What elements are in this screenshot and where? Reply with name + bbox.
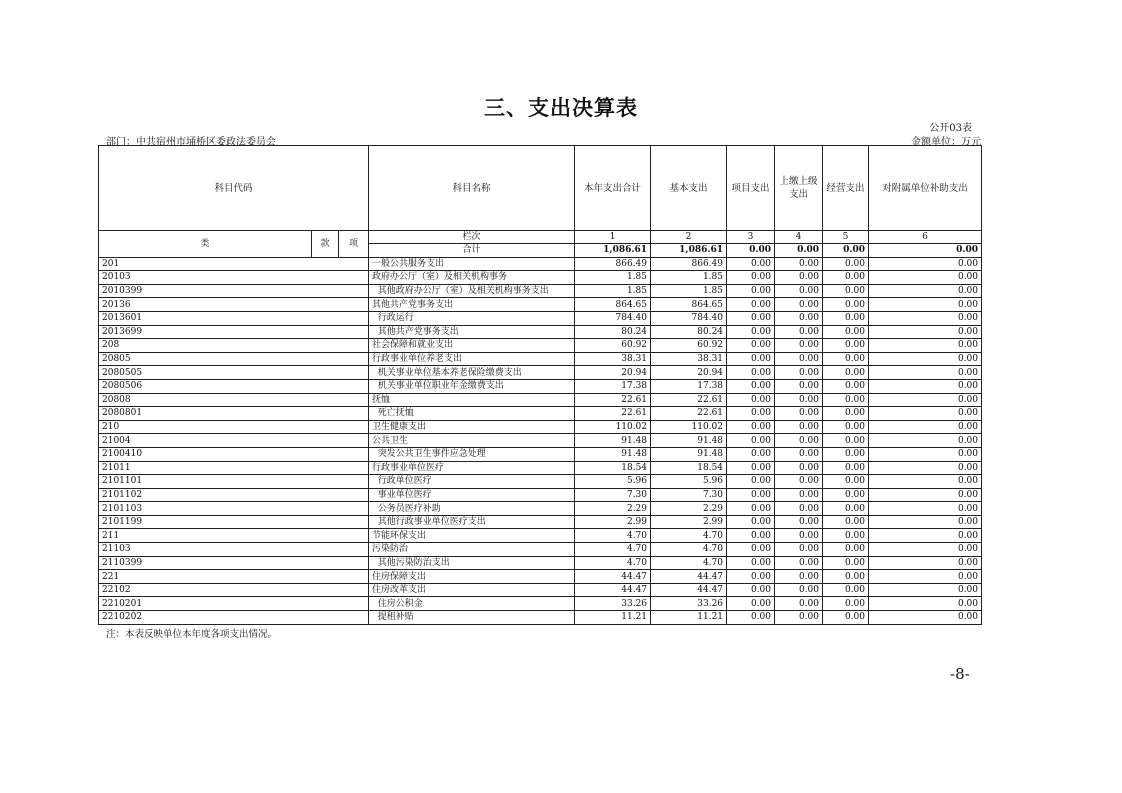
cell-basic: 5.96 <box>651 475 727 489</box>
cell-name: 住房公积金 <box>369 597 575 611</box>
cell-upper: 0.00 <box>775 434 823 448</box>
table-row <box>99 543 982 557</box>
table-row <box>99 461 982 475</box>
table-row <box>99 583 982 597</box>
cell-project: 0.00 <box>727 583 775 597</box>
cell-code: 20808 <box>99 393 369 407</box>
cell-upper: 0.00 <box>775 529 823 543</box>
total-label: 合计 <box>369 244 575 258</box>
table-row <box>99 570 982 584</box>
subheader-col4: 4 <box>775 231 823 244</box>
cell-code: 22102 <box>99 583 369 597</box>
cell-total: 1.85 <box>575 271 651 285</box>
page-number: -8- <box>950 665 970 683</box>
footnote: 注：本表反映单位本年度各项支出情况。 <box>106 629 278 640</box>
cell-subsidy: 0.00 <box>869 257 982 271</box>
cell-total: 80.24 <box>575 325 651 339</box>
cell-upper: 0.00 <box>775 611 823 625</box>
table-row <box>99 257 982 271</box>
cell-upper: 0.00 <box>775 379 823 393</box>
cell-upper: 0.00 <box>775 556 823 570</box>
cell-upper: 0.00 <box>775 583 823 597</box>
cell-total: 44.47 <box>575 583 651 597</box>
cell-upper: 0.00 <box>775 352 823 366</box>
cell-name: 节能环保支出 <box>369 529 575 543</box>
cell-total: 7.30 <box>575 488 651 502</box>
cell-total: 864.65 <box>575 298 651 312</box>
cell-upper: 0.00 <box>775 515 823 529</box>
header-upper: 上缴上级支出 <box>775 146 823 231</box>
cell-project: 0.00 <box>727 597 775 611</box>
cell-code: 2010399 <box>99 284 369 298</box>
total-upper: 0.00 <box>775 244 823 258</box>
cell-total: 4.70 <box>575 529 651 543</box>
cell-basic: 60.92 <box>651 339 727 353</box>
cell-basic: 44.47 <box>651 570 727 584</box>
cell-subsidy: 0.00 <box>869 298 982 312</box>
cell-subsidy: 0.00 <box>869 529 982 543</box>
cell-total: 91.48 <box>575 434 651 448</box>
table-row <box>99 529 982 543</box>
cell-business: 0.00 <box>823 325 869 339</box>
subheader-row <box>99 231 982 244</box>
cell-project: 0.00 <box>727 543 775 557</box>
cell-business: 0.00 <box>823 352 869 366</box>
subheader-lanci: 栏次 <box>369 231 575 244</box>
cell-code: 2080801 <box>99 407 369 421</box>
subheader-xiang: 项 <box>339 231 369 258</box>
table-row <box>99 420 982 434</box>
total-total: 1,086.61 <box>575 244 651 258</box>
header-code: 科目代码 <box>99 146 369 231</box>
table-row <box>99 366 982 380</box>
table-row <box>99 352 982 366</box>
table-row <box>99 515 982 529</box>
cell-total: 784.40 <box>575 311 651 325</box>
cell-business: 0.00 <box>823 257 869 271</box>
cell-upper: 0.00 <box>775 407 823 421</box>
cell-business: 0.00 <box>823 393 869 407</box>
cell-business: 0.00 <box>823 271 869 285</box>
table-row <box>99 611 982 625</box>
total-project: 0.00 <box>727 244 775 258</box>
cell-basic: 4.70 <box>651 529 727 543</box>
cell-name: 其他污染防治支出 <box>369 556 575 570</box>
cell-basic: 4.70 <box>651 543 727 557</box>
subheader-col6: 6 <box>869 231 982 244</box>
cell-business: 0.00 <box>823 447 869 461</box>
cell-code: 2101199 <box>99 515 369 529</box>
cell-total: 33.26 <box>575 597 651 611</box>
cell-business: 0.00 <box>823 529 869 543</box>
department-label: 部门：中共宿州市埇桥区委政法委员会 <box>106 137 276 148</box>
cell-basic: 866.49 <box>651 257 727 271</box>
cell-upper: 0.00 <box>775 475 823 489</box>
subheader-col1: 1 <box>575 231 651 244</box>
cell-upper: 0.00 <box>775 543 823 557</box>
cell-name: 行政运行 <box>369 311 575 325</box>
cell-subsidy: 0.00 <box>869 339 982 353</box>
cell-total: 4.70 <box>575 556 651 570</box>
cell-upper: 0.00 <box>775 339 823 353</box>
cell-project: 0.00 <box>727 257 775 271</box>
cell-total: 5.96 <box>575 475 651 489</box>
cell-code: 2100410 <box>99 447 369 461</box>
total-business: 0.00 <box>823 244 869 258</box>
cell-business: 0.00 <box>823 611 869 625</box>
cell-basic: 4.70 <box>651 556 727 570</box>
cell-business: 0.00 <box>823 366 869 380</box>
cell-code: 210 <box>99 420 369 434</box>
cell-total: 60.92 <box>575 339 651 353</box>
cell-upper: 0.00 <box>775 488 823 502</box>
cell-project: 0.00 <box>727 611 775 625</box>
cell-total: 20.94 <box>575 366 651 380</box>
cell-project: 0.00 <box>727 325 775 339</box>
header-business: 经营支出 <box>823 146 869 231</box>
cell-project: 0.00 <box>727 434 775 448</box>
cell-project: 0.00 <box>727 556 775 570</box>
cell-subsidy: 0.00 <box>869 502 982 516</box>
cell-business: 0.00 <box>823 407 869 421</box>
cell-project: 0.00 <box>727 515 775 529</box>
cell-name: 其他共产党事务支出 <box>369 325 575 339</box>
table-row <box>99 339 982 353</box>
cell-subsidy: 0.00 <box>869 488 982 502</box>
cell-business: 0.00 <box>823 583 869 597</box>
cell-subsidy: 0.00 <box>869 420 982 434</box>
cell-subsidy: 0.00 <box>869 311 982 325</box>
cell-name: 污染防治 <box>369 543 575 557</box>
cell-project: 0.00 <box>727 570 775 584</box>
cell-upper: 0.00 <box>775 393 823 407</box>
cell-code: 211 <box>99 529 369 543</box>
cell-subsidy: 0.00 <box>869 461 982 475</box>
cell-name: 卫生健康支出 <box>369 420 575 434</box>
cell-code: 20805 <box>99 352 369 366</box>
cell-upper: 0.00 <box>775 570 823 584</box>
cell-project: 0.00 <box>727 407 775 421</box>
cell-basic: 11.21 <box>651 611 727 625</box>
header-name: 科目名称 <box>369 146 575 231</box>
cell-upper: 0.00 <box>775 447 823 461</box>
cell-name: 其他共产党事务支出 <box>369 298 575 312</box>
cell-name: 突发公共卫生事件应急处理 <box>369 447 575 461</box>
cell-name: 公务员医疗补助 <box>369 502 575 516</box>
cell-name: 住房保障支出 <box>369 570 575 584</box>
cell-total: 44.47 <box>575 570 651 584</box>
cell-upper: 0.00 <box>775 311 823 325</box>
cell-basic: 80.24 <box>651 325 727 339</box>
cell-business: 0.00 <box>823 311 869 325</box>
cell-project: 0.00 <box>727 271 775 285</box>
cell-name: 事业单位医疗 <box>369 488 575 502</box>
header-subsidy: 对附属单位补助支出 <box>869 146 982 231</box>
cell-upper: 0.00 <box>775 298 823 312</box>
table-row <box>99 597 982 611</box>
cell-subsidy: 0.00 <box>869 597 982 611</box>
cell-business: 0.00 <box>823 597 869 611</box>
cell-code: 21011 <box>99 461 369 475</box>
cell-subsidy: 0.00 <box>869 284 982 298</box>
cell-basic: 2.29 <box>651 502 727 516</box>
cell-name: 公共卫生 <box>369 434 575 448</box>
cell-business: 0.00 <box>823 502 869 516</box>
cell-basic: 22.61 <box>651 393 727 407</box>
cell-subsidy: 0.00 <box>869 447 982 461</box>
table-row <box>99 407 982 421</box>
cell-subsidy: 0.00 <box>869 325 982 339</box>
cell-subsidy: 0.00 <box>869 570 982 584</box>
page-title: 三、支出决算表 <box>484 96 638 120</box>
expenditure-table <box>98 145 982 625</box>
cell-upper: 0.00 <box>775 257 823 271</box>
table-row <box>99 311 982 325</box>
cell-business: 0.00 <box>823 298 869 312</box>
cell-code: 20103 <box>99 271 369 285</box>
cell-code: 2013699 <box>99 325 369 339</box>
cell-name: 行政单位医疗 <box>369 475 575 489</box>
cell-name: 行政事业单位养老支出 <box>369 352 575 366</box>
cell-total: 2.99 <box>575 515 651 529</box>
cell-basic: 2.99 <box>651 515 727 529</box>
cell-name: 机关事业单位职业年金缴费支出 <box>369 379 575 393</box>
cell-upper: 0.00 <box>775 284 823 298</box>
unit-label: 金额单位：万元 <box>911 137 981 148</box>
subheader-col5: 5 <box>823 231 869 244</box>
table-row <box>99 447 982 461</box>
cell-business: 0.00 <box>823 475 869 489</box>
header-project: 项目支出 <box>727 146 775 231</box>
table-row <box>99 325 982 339</box>
cell-subsidy: 0.00 <box>869 366 982 380</box>
cell-business: 0.00 <box>823 570 869 584</box>
cell-name: 一般公共服务支出 <box>369 257 575 271</box>
cell-total: 11.21 <box>575 611 651 625</box>
cell-subsidy: 0.00 <box>869 611 982 625</box>
cell-basic: 44.47 <box>651 583 727 597</box>
cell-code: 2101101 <box>99 475 369 489</box>
cell-project: 0.00 <box>727 420 775 434</box>
cell-total: 110.02 <box>575 420 651 434</box>
cell-total: 1.85 <box>575 284 651 298</box>
subheader-kuan: 款 <box>312 231 339 258</box>
cell-project: 0.00 <box>727 298 775 312</box>
cell-project: 0.00 <box>727 339 775 353</box>
cell-subsidy: 0.00 <box>869 515 982 529</box>
cell-subsidy: 0.00 <box>869 352 982 366</box>
cell-code: 2210201 <box>99 597 369 611</box>
cell-business: 0.00 <box>823 556 869 570</box>
cell-total: 18.54 <box>575 461 651 475</box>
cell-project: 0.00 <box>727 447 775 461</box>
cell-code: 208 <box>99 339 369 353</box>
cell-total: 91.48 <box>575 447 651 461</box>
table-row <box>99 379 982 393</box>
cell-code: 20136 <box>99 298 369 312</box>
cell-total: 2.29 <box>575 502 651 516</box>
cell-total: 22.61 <box>575 407 651 421</box>
cell-subsidy: 0.00 <box>869 556 982 570</box>
cell-subsidy: 0.00 <box>869 543 982 557</box>
total-basic: 1,086.61 <box>651 244 727 258</box>
cell-total: 4.70 <box>575 543 651 557</box>
cell-business: 0.00 <box>823 339 869 353</box>
cell-name: 提租补贴 <box>369 611 575 625</box>
cell-name: 社会保障和就业支出 <box>369 339 575 353</box>
cell-subsidy: 0.00 <box>869 271 982 285</box>
subheader-lei: 类 <box>99 231 312 258</box>
cell-basic: 91.48 <box>651 434 727 448</box>
subheader-col3: 3 <box>727 231 775 244</box>
cell-project: 0.00 <box>727 311 775 325</box>
cell-code: 21004 <box>99 434 369 448</box>
cell-upper: 0.00 <box>775 325 823 339</box>
header-total: 本年支出合计 <box>575 146 651 231</box>
cell-basic: 91.48 <box>651 447 727 461</box>
cell-basic: 1.85 <box>651 271 727 285</box>
cell-subsidy: 0.00 <box>869 393 982 407</box>
cell-name: 机关事业单位基本养老保险缴费支出 <box>369 366 575 380</box>
cell-code: 201 <box>99 257 369 271</box>
cell-business: 0.00 <box>823 284 869 298</box>
cell-basic: 20.94 <box>651 366 727 380</box>
cell-project: 0.00 <box>727 352 775 366</box>
cell-subsidy: 0.00 <box>869 379 982 393</box>
cell-upper: 0.00 <box>775 461 823 475</box>
cell-code: 221 <box>99 570 369 584</box>
cell-business: 0.00 <box>823 420 869 434</box>
cell-project: 0.00 <box>727 379 775 393</box>
cell-business: 0.00 <box>823 543 869 557</box>
cell-subsidy: 0.00 <box>869 475 982 489</box>
cell-project: 0.00 <box>727 366 775 380</box>
cell-upper: 0.00 <box>775 366 823 380</box>
cell-basic: 7.30 <box>651 488 727 502</box>
table-row <box>99 298 982 312</box>
table-row <box>99 475 982 489</box>
cell-basic: 784.40 <box>651 311 727 325</box>
cell-basic: 22.61 <box>651 407 727 421</box>
cell-project: 0.00 <box>727 475 775 489</box>
cell-basic: 38.31 <box>651 352 727 366</box>
cell-basic: 110.02 <box>651 420 727 434</box>
table-row <box>99 502 982 516</box>
table-row <box>99 488 982 502</box>
cell-subsidy: 0.00 <box>869 434 982 448</box>
cell-project: 0.00 <box>727 502 775 516</box>
cell-code: 21103 <box>99 543 369 557</box>
cell-code: 2080505 <box>99 366 369 380</box>
cell-total: 22.61 <box>575 393 651 407</box>
total-subsidy: 0.00 <box>869 244 982 258</box>
cell-project: 0.00 <box>727 529 775 543</box>
cell-upper: 0.00 <box>775 502 823 516</box>
cell-name: 其他政府办公厅（室）及相关机构事务支出 <box>369 284 575 298</box>
cell-subsidy: 0.00 <box>869 407 982 421</box>
cell-code: 2080506 <box>99 379 369 393</box>
cell-basic: 17.38 <box>651 379 727 393</box>
cell-name: 政府办公厅（室）及相关机构事务 <box>369 271 575 285</box>
subheader-col2: 2 <box>651 231 727 244</box>
cell-code: 2210202 <box>99 611 369 625</box>
cell-business: 0.00 <box>823 434 869 448</box>
cell-upper: 0.00 <box>775 271 823 285</box>
cell-name: 其他行政事业单位医疗支出 <box>369 515 575 529</box>
cell-name: 行政事业单位医疗 <box>369 461 575 475</box>
header-row <box>99 146 982 231</box>
cell-basic: 1.85 <box>651 284 727 298</box>
table-row <box>99 284 982 298</box>
cell-project: 0.00 <box>727 461 775 475</box>
cell-business: 0.00 <box>823 461 869 475</box>
cell-business: 0.00 <box>823 488 869 502</box>
table-number: 公开03表 <box>929 123 972 134</box>
cell-total: 866.49 <box>575 257 651 271</box>
cell-code: 2013601 <box>99 311 369 325</box>
cell-total: 17.38 <box>575 379 651 393</box>
cell-basic: 18.54 <box>651 461 727 475</box>
cell-business: 0.00 <box>823 379 869 393</box>
cell-code: 2101102 <box>99 488 369 502</box>
cell-upper: 0.00 <box>775 420 823 434</box>
cell-basic: 864.65 <box>651 298 727 312</box>
table-row <box>99 434 982 448</box>
cell-subsidy: 0.00 <box>869 583 982 597</box>
table-row <box>99 393 982 407</box>
cell-name: 住房改革支出 <box>369 583 575 597</box>
cell-code: 2110399 <box>99 556 369 570</box>
header-basic: 基本支出 <box>651 146 727 231</box>
cell-name: 抚恤 <box>369 393 575 407</box>
cell-code: 2101103 <box>99 502 369 516</box>
table-row <box>99 556 982 570</box>
table-row <box>99 271 982 285</box>
cell-project: 0.00 <box>727 393 775 407</box>
cell-basic: 33.26 <box>651 597 727 611</box>
cell-business: 0.00 <box>823 515 869 529</box>
cell-upper: 0.00 <box>775 597 823 611</box>
cell-total: 38.31 <box>575 352 651 366</box>
cell-name: 死亡抚恤 <box>369 407 575 421</box>
cell-project: 0.00 <box>727 284 775 298</box>
cell-project: 0.00 <box>727 488 775 502</box>
